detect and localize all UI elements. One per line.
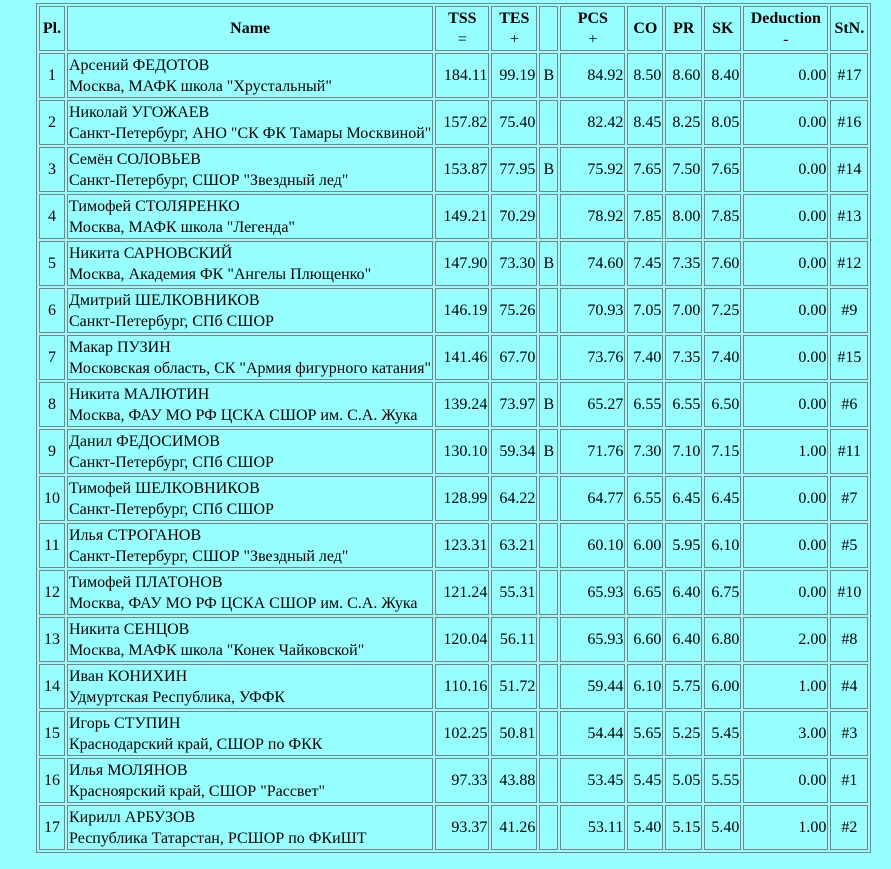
header-tss (435, 6, 489, 51)
skater-name: Николай УГОЖАЕВ (69, 103, 210, 121)
pcs-cell: 71.76 (560, 429, 625, 474)
table-row (39, 335, 868, 380)
sk-cell: 7.65 (704, 147, 741, 192)
bonus-cell (539, 711, 558, 756)
pcs-cell: 78.92 (560, 194, 625, 239)
tss-cell: 120.04 (435, 617, 489, 662)
bonus-cell: B (539, 241, 558, 286)
place-cell: 1 (39, 53, 65, 98)
table-row (39, 711, 868, 756)
bonus-cell (539, 570, 558, 615)
deduction-cell: 1.00 (743, 664, 828, 709)
header-tes-label: TES (499, 9, 530, 27)
skater-name: Тимофей СТОЛЯРЕНКО (69, 197, 240, 215)
name-cell (67, 805, 433, 850)
co-cell: 6.55 (627, 382, 663, 427)
pr-cell: 7.00 (665, 288, 702, 333)
table-row (39, 194, 868, 239)
start-number-cell: #15 (830, 335, 868, 380)
skater-club: Удмуртская Республика, УФФК (69, 688, 286, 706)
place-cell: 17 (39, 805, 65, 850)
pr-cell: 5.95 (665, 523, 702, 568)
start-number-cell: #17 (830, 53, 868, 98)
name-cell (67, 570, 433, 615)
pr-cell: 7.35 (665, 241, 702, 286)
sk-cell: 6.80 (704, 617, 741, 662)
place-cell: 5 (39, 241, 65, 286)
pcs-cell: 65.93 (560, 617, 625, 662)
pr-cell: 5.75 (665, 664, 702, 709)
header-tss-label: TSS (448, 9, 477, 27)
sk-cell: 5.45 (704, 711, 741, 756)
name-cell (67, 382, 433, 427)
pcs-cell: 60.10 (560, 523, 625, 568)
bonus-cell (539, 335, 558, 380)
tes-cell: 55.31 (491, 570, 537, 615)
skater-name: Никита СЕНЦОВ (69, 620, 190, 638)
tes-cell: 99.19 (491, 53, 537, 98)
start-number-cell: #13 (830, 194, 868, 239)
header-tes-op: + (509, 30, 519, 48)
name-cell (67, 147, 433, 192)
sk-cell: 6.50 (704, 382, 741, 427)
tss-cell: 93.37 (435, 805, 489, 850)
tss-cell: 130.10 (435, 429, 489, 474)
bonus-cell (539, 664, 558, 709)
pr-cell: 7.10 (665, 429, 702, 474)
deduction-cell: 0.00 (743, 335, 828, 380)
tes-cell: 73.30 (491, 241, 537, 286)
pcs-cell: 75.92 (560, 147, 625, 192)
name-cell (67, 194, 433, 239)
start-number-cell: #9 (830, 288, 868, 333)
start-number-cell: #10 (830, 570, 868, 615)
co-cell: 6.00 (627, 523, 663, 568)
tss-cell: 139.24 (435, 382, 489, 427)
pr-cell: 6.40 (665, 570, 702, 615)
results-body (39, 53, 868, 850)
pcs-cell: 82.42 (560, 100, 625, 145)
header-bonus (539, 6, 558, 51)
sk-cell: 7.60 (704, 241, 741, 286)
table-row (39, 147, 868, 192)
name-cell (67, 758, 433, 803)
skater-club: Санкт-Петербург, СПб СШОР (69, 453, 274, 471)
tss-cell: 128.99 (435, 476, 489, 521)
tss-cell: 97.33 (435, 758, 489, 803)
table-row (39, 570, 868, 615)
header-tss-op: = (457, 30, 467, 48)
name-cell (67, 241, 433, 286)
tes-cell: 51.72 (491, 664, 537, 709)
pr-cell: 7.50 (665, 147, 702, 192)
skater-name: Илья СТРОГАНОВ (69, 526, 202, 544)
tes-cell: 67.70 (491, 335, 537, 380)
co-cell: 6.55 (627, 476, 663, 521)
bonus-cell (539, 288, 558, 333)
pr-cell: 5.25 (665, 711, 702, 756)
table-row (39, 476, 868, 521)
pr-cell: 8.60 (665, 53, 702, 98)
skater-club: Краснодарский край, СШОР по ФКК (69, 735, 323, 753)
results-table (36, 3, 871, 853)
start-number-cell: #16 (830, 100, 868, 145)
tss-cell: 121.24 (435, 570, 489, 615)
deduction-cell: 0.00 (743, 523, 828, 568)
pr-cell: 6.45 (665, 476, 702, 521)
name-cell (67, 476, 433, 521)
start-number-cell: #4 (830, 664, 868, 709)
bonus-cell (539, 758, 558, 803)
start-number-cell: #3 (830, 711, 868, 756)
pr-cell: 5.15 (665, 805, 702, 850)
bonus-cell (539, 476, 558, 521)
tss-cell: 102.25 (435, 711, 489, 756)
tes-cell: 73.97 (491, 382, 537, 427)
name-cell (67, 429, 433, 474)
co-cell: 6.60 (627, 617, 663, 662)
table-row (39, 382, 868, 427)
skater-club: Москва, ФАУ МО РФ ЦСКА СШОР им. С.А. Жука (69, 594, 418, 612)
start-number-cell: #14 (830, 147, 868, 192)
tes-cell: 59.34 (491, 429, 537, 474)
bonus-cell (539, 194, 558, 239)
name-cell (67, 617, 433, 662)
co-cell: 7.45 (627, 241, 663, 286)
sk-cell: 6.00 (704, 664, 741, 709)
co-cell: 8.45 (627, 100, 663, 145)
pr-cell: 5.05 (665, 758, 702, 803)
start-number-cell: #6 (830, 382, 868, 427)
tes-cell: 75.26 (491, 288, 537, 333)
start-number-cell: #12 (830, 241, 868, 286)
skater-name: Илья МОЛЯНОВ (69, 761, 188, 779)
deduction-cell: 0.00 (743, 147, 828, 192)
table-row (39, 664, 868, 709)
header-tes (491, 6, 537, 51)
pcs-cell: 70.93 (560, 288, 625, 333)
bonus-cell: B (539, 382, 558, 427)
header-deduction (743, 6, 828, 51)
tes-cell: 64.22 (491, 476, 537, 521)
skater-club: Республика Татарстан, РСШОР по ФКиШТ (69, 829, 367, 847)
tes-cell: 43.88 (491, 758, 537, 803)
sk-cell: 5.55 (704, 758, 741, 803)
place-cell: 2 (39, 100, 65, 145)
sk-cell: 8.40 (704, 53, 741, 98)
skater-name: Тимофей ПЛАТОНОВ (69, 573, 223, 591)
start-number-cell: #2 (830, 805, 868, 850)
co-cell: 5.45 (627, 758, 663, 803)
pcs-cell: 53.45 (560, 758, 625, 803)
place-cell: 11 (39, 523, 65, 568)
pcs-cell: 84.92 (560, 53, 625, 98)
skater-name: Кирилл АРБУЗОВ (69, 808, 196, 826)
tss-cell: 147.90 (435, 241, 489, 286)
pcs-cell: 54.44 (560, 711, 625, 756)
sk-cell: 5.40 (704, 805, 741, 850)
place-cell: 7 (39, 335, 65, 380)
skater-name: Данил ФЕДОСИМОВ (69, 432, 220, 450)
tes-cell: 50.81 (491, 711, 537, 756)
table-row (39, 53, 868, 98)
place-cell: 9 (39, 429, 65, 474)
deduction-cell: 2.00 (743, 617, 828, 662)
table-row (39, 617, 868, 662)
tes-cell: 70.29 (491, 194, 537, 239)
pcs-cell: 53.11 (560, 805, 625, 850)
start-number-cell: #11 (830, 429, 868, 474)
sk-cell: 6.10 (704, 523, 741, 568)
skater-name: Никита САРНОВСКИЙ (69, 244, 233, 262)
skater-name: Макар ПУЗИН (69, 338, 171, 356)
deduction-cell: 0.00 (743, 476, 828, 521)
pr-cell: 7.35 (665, 335, 702, 380)
header-pcs-op: + (588, 30, 598, 48)
table-row (39, 100, 868, 145)
header-deduction-label: Deduction (750, 9, 821, 27)
header-stn: StN. (830, 6, 868, 51)
skater-name: Игорь СТУПИН (69, 714, 181, 732)
co-cell: 7.40 (627, 335, 663, 380)
skater-club: Москва, Академия ФК "Ангелы Плющенко" (69, 265, 372, 283)
name-cell (67, 335, 433, 380)
skater-club: Москва, МАФК школа "Легенда" (69, 218, 295, 236)
deduction-cell: 0.00 (743, 53, 828, 98)
pr-cell: 8.00 (665, 194, 702, 239)
skater-name: Арсений ФЕДОТОВ (69, 56, 210, 74)
name-cell (67, 288, 433, 333)
place-cell: 13 (39, 617, 65, 662)
skater-club: Москва, МАФК школа "Хрустальный" (69, 77, 332, 95)
sk-cell: 6.75 (704, 570, 741, 615)
skater-club: Санкт-Петербург, СШОР "Звездный лед" (69, 547, 349, 565)
skater-name: Никита МАЛЮТИН (69, 385, 210, 403)
start-number-cell: #5 (830, 523, 868, 568)
skater-club: Красноярский край, СШОР "Рассвет" (69, 782, 326, 800)
place-cell: 14 (39, 664, 65, 709)
tss-cell: 110.16 (435, 664, 489, 709)
header-pcs (560, 6, 625, 51)
co-cell: 7.05 (627, 288, 663, 333)
skater-club: Московская область, СК "Армия фигурного катания" (69, 359, 432, 377)
bonus-cell (539, 617, 558, 662)
sk-cell: 6.45 (704, 476, 741, 521)
sk-cell: 7.40 (704, 335, 741, 380)
deduction-cell: 0.00 (743, 288, 828, 333)
place-cell: 15 (39, 711, 65, 756)
co-cell: 5.65 (627, 711, 663, 756)
deduction-cell: 3.00 (743, 711, 828, 756)
header-deduction-op: - (783, 30, 789, 48)
table-row (39, 758, 868, 803)
place-cell: 12 (39, 570, 65, 615)
header-co: CO (627, 6, 663, 51)
skater-club: Санкт-Петербург, СШОР "Звездный лед" (69, 171, 349, 189)
pr-cell: 8.25 (665, 100, 702, 145)
deduction-cell: 0.00 (743, 570, 828, 615)
place-cell: 3 (39, 147, 65, 192)
skater-name: Семён СОЛОВЬЕВ (69, 150, 201, 168)
tss-cell: 146.19 (435, 288, 489, 333)
bonus-cell (539, 100, 558, 145)
co-cell: 6.10 (627, 664, 663, 709)
pcs-cell: 74.60 (560, 241, 625, 286)
sk-cell: 7.15 (704, 429, 741, 474)
pcs-cell: 65.27 (560, 382, 625, 427)
co-cell: 7.85 (627, 194, 663, 239)
place-cell: 10 (39, 476, 65, 521)
name-cell (67, 664, 433, 709)
header-row (39, 6, 868, 51)
deduction-cell: 0.00 (743, 382, 828, 427)
header-name: Name (67, 6, 433, 51)
skater-club: Москва, МАФК школа "Конек Чайковской" (69, 641, 365, 659)
tes-cell: 77.95 (491, 147, 537, 192)
co-cell: 7.65 (627, 147, 663, 192)
co-cell: 5.40 (627, 805, 663, 850)
pcs-cell: 73.76 (560, 335, 625, 380)
header-pr: PR (665, 6, 702, 51)
pr-cell: 6.55 (665, 382, 702, 427)
start-number-cell: #7 (830, 476, 868, 521)
skater-club: Санкт-Петербург, СПб СШОР (69, 500, 274, 518)
tss-cell: 123.31 (435, 523, 489, 568)
deduction-cell: 0.00 (743, 194, 828, 239)
place-cell: 6 (39, 288, 65, 333)
skater-club: Санкт-Петербург, СПб СШОР (69, 312, 274, 330)
name-cell (67, 711, 433, 756)
place-cell: 4 (39, 194, 65, 239)
co-cell: 7.30 (627, 429, 663, 474)
name-cell (67, 523, 433, 568)
deduction-cell: 0.00 (743, 241, 828, 286)
tss-cell: 157.82 (435, 100, 489, 145)
pcs-cell: 59.44 (560, 664, 625, 709)
header-sk: SK (704, 6, 741, 51)
start-number-cell: #8 (830, 617, 868, 662)
sk-cell: 7.85 (704, 194, 741, 239)
place-cell: 16 (39, 758, 65, 803)
bonus-cell: B (539, 53, 558, 98)
tes-cell: 63.21 (491, 523, 537, 568)
tes-cell: 41.26 (491, 805, 537, 850)
table-row (39, 288, 868, 333)
skater-club: Москва, ФАУ МО РФ ЦСКА СШОР им. С.А. Жука (69, 406, 418, 424)
start-number-cell: #1 (830, 758, 868, 803)
table-row (39, 429, 868, 474)
table-row (39, 523, 868, 568)
header-pcs-label: PCS (577, 9, 608, 27)
tss-cell: 141.46 (435, 335, 489, 380)
skater-name: Дмитрий ШЕЛКОВНИКОВ (69, 291, 260, 309)
skater-name: Иван КОНИХИН (69, 667, 188, 685)
tss-cell: 153.87 (435, 147, 489, 192)
co-cell: 6.65 (627, 570, 663, 615)
deduction-cell: 0.00 (743, 100, 828, 145)
tes-cell: 56.11 (491, 617, 537, 662)
pcs-cell: 65.93 (560, 570, 625, 615)
skater-name: Тимофей ШЕЛКОВНИКОВ (69, 479, 260, 497)
skater-club: Санкт-Петербург, АНО "СК ФК Тамары Москвиной" (69, 124, 432, 142)
sk-cell: 7.25 (704, 288, 741, 333)
deduction-cell: 1.00 (743, 429, 828, 474)
sk-cell: 8.05 (704, 100, 741, 145)
header-place: Pl. (39, 6, 65, 51)
pcs-cell: 64.77 (560, 476, 625, 521)
name-cell (67, 53, 433, 98)
bonus-cell: B (539, 147, 558, 192)
pr-cell: 6.40 (665, 617, 702, 662)
tss-cell: 149.21 (435, 194, 489, 239)
deduction-cell: 1.00 (743, 805, 828, 850)
table-row (39, 241, 868, 286)
co-cell: 8.50 (627, 53, 663, 98)
bonus-cell (539, 523, 558, 568)
tes-cell: 75.40 (491, 100, 537, 145)
bonus-cell (539, 805, 558, 850)
tss-cell: 184.11 (435, 53, 489, 98)
name-cell (67, 100, 433, 145)
bonus-cell: B (539, 429, 558, 474)
deduction-cell: 0.00 (743, 758, 828, 803)
place-cell: 8 (39, 382, 65, 427)
table-row (39, 805, 868, 850)
